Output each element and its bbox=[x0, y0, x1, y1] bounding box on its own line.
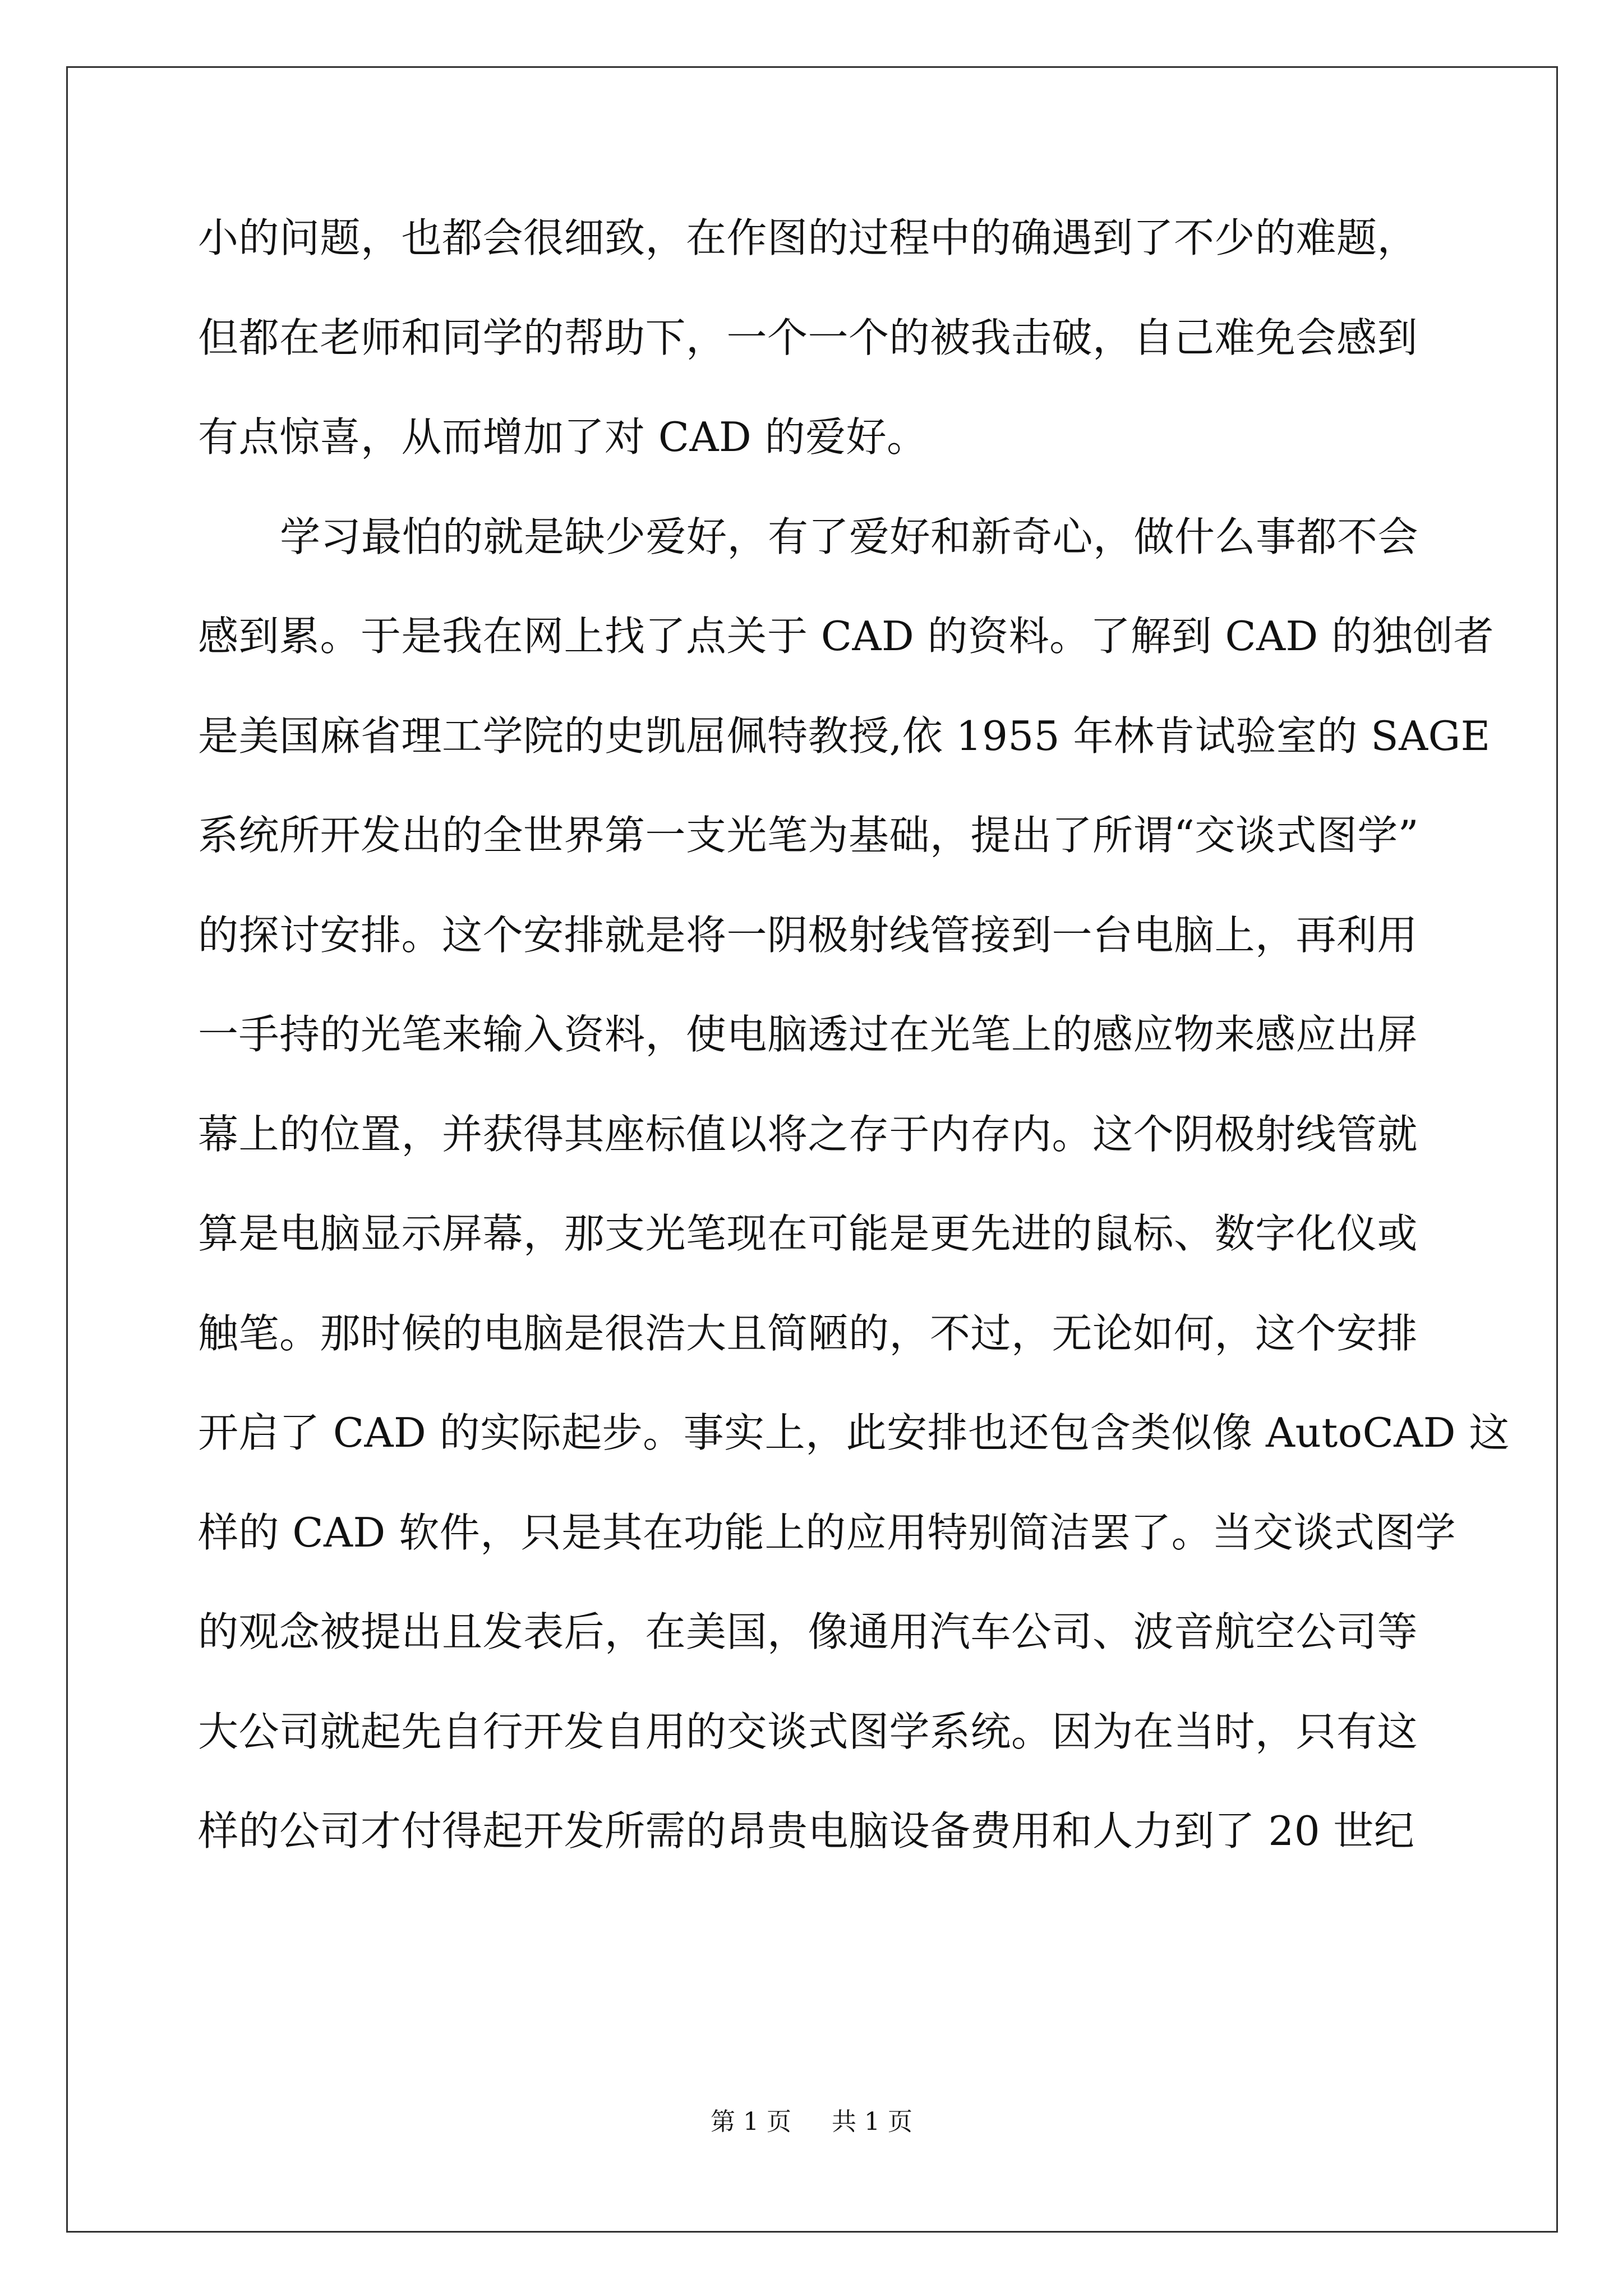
text-line-7: 系统所开发出的全世界第一支光笔为基础，提出了所谓“交谈式图学” bbox=[198, 812, 1419, 859]
text-line-9: 一手持的光笔来输入资料，使电脑透过在光笔上的感应物来感应出屏 bbox=[198, 1011, 1418, 1058]
text-line-16: 大公司就起先自行开发自用的交谈式图学系统。因为在当时，只有这 bbox=[198, 1708, 1418, 1755]
text-line-15: 的观念被提出且发表后，在美国，像通用汽车公司、波音航空公司等 bbox=[198, 1608, 1418, 1655]
page-footer bbox=[0, 2101, 1623, 2137]
text-line-4-paragraph-start: 学习最怕的就是缺少爱好，有了爱好和新奇心，做什么事都不会 bbox=[280, 513, 1419, 560]
text-line-2: 但都在老师和同学的帮助下，一个一个的被我击破，自己难免会感到 bbox=[198, 314, 1418, 361]
total-pages: 共 1 页 bbox=[832, 2108, 912, 2136]
document-body bbox=[198, 188, 1510, 1881]
text-line-13: 开启了 CAD 的实际起步。事实上，此安排也还包含类似像 AutoCAD 这 bbox=[198, 1409, 1510, 1456]
text-line-11: 算是电脑显示屏幕，那支光笔现在可能是更先进的鼠标、数字化仪或 bbox=[198, 1210, 1418, 1257]
text-line-12: 触笔。那时候的电脑是很浩大且简陋的，不过，无论如何，这个安排 bbox=[198, 1309, 1418, 1357]
text-line-8: 的探讨安排。这个安排就是将一阴极射线管接到一台电脑上，再利用 bbox=[198, 911, 1418, 959]
text-line-10: 幕上的位置，并获得其座标值以将之存于内存内。这个阴极射线管就 bbox=[198, 1110, 1418, 1158]
text-line-5: 感到累。于是我在网上找了点关于 CAD 的资料。了解到 CAD 的独创者 bbox=[198, 613, 1495, 660]
text-line-3: 有点惊喜，从而增加了对 CAD 的爱好。 bbox=[198, 413, 928, 461]
text-line-1: 小的问题，也都会很细致，在作图的过程中的确遇到了不少的难题， bbox=[198, 214, 1418, 261]
page-number: 第 1 页 bbox=[711, 2108, 791, 2136]
text-line-6: 是美国麻省理工学院的史凯屈佩特教授,依 1955 年林肯试验室的 SAGE bbox=[198, 712, 1491, 760]
text-line-17: 样的公司才付得起开发所需的昂贵电脑设备费用和人力到了 20 世纪 bbox=[198, 1807, 1415, 1855]
text-line-14: 样的 CAD 软件，只是其在功能上的应用特别简洁罢了。当交谈式图学 bbox=[198, 1508, 1456, 1556]
